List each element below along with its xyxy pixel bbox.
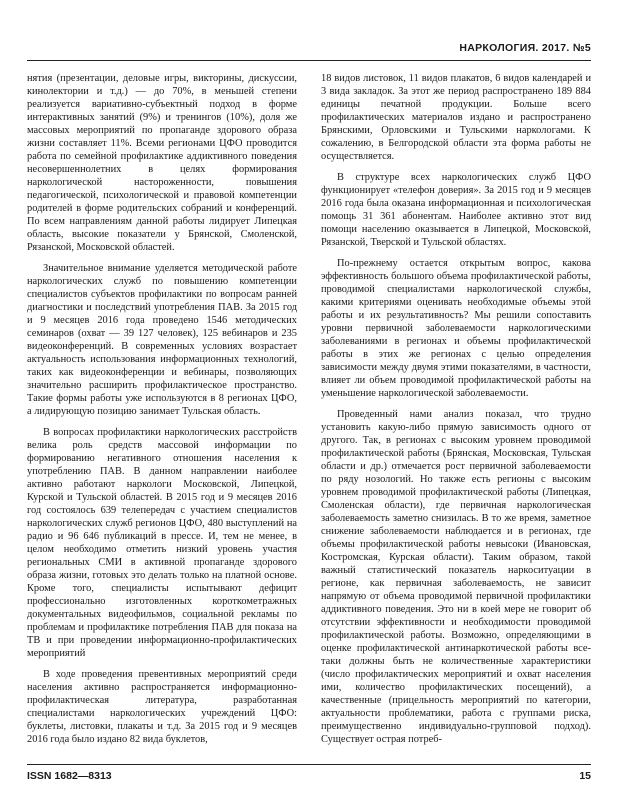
paragraph: В структуре всех наркологических служб ЦФО функционирует «телефон доверия». За 2015 год и 9 месяцев 2016 года была оказана информационная и психологическая помощь 31 361 абонентам. Наиболее активно этот вид помощи населению оказывается в Липецкой, Московской, Рязанской, Тверской и Тульской областях. [321, 172, 591, 248]
right-column [321, 72, 591, 754]
paragraph: Проведенный нами анализ показал, что трудно установить какую-либо прямую зависимость одного от другого. Так, в регионах с высоким уровнем проводимой профилактической работы (Брянская, Московская, Тульская области и др.) отмечается рост первичной заболеваемости по ряду нозологий. Но также есть регионы с высоким уровнем проводимой профилактической работы (Липецкая, Смоленская области), где первичная наркологическая заболеваемость заметно снизилась. В то же время, заметное снижение заболеваемости наблюдается и в регионах, где объемы профилактической работы невысоки (Ивановская, Костромская, Курская области). Таким образом, такой важный статистический показатель наркоситуации в регионе, как первичная заболеваемость, не зависит напрямую от объема проводимой первичной профилактики аддиктивного поведения. Это ни в коей мере не говорит об отсутствии эффективности и необходимости проводимой профилактической работы. Возможно, определяющими в оценке профилактической антинаркотической работы все-таки должны быть не количественные характеристики (число профилактических мероприятий и охват населения ими, количество профилактических посещений), а качественные (прицельность мероприятий по категории, актуальности проблематики, работа с группами риска, преимущественно индивидуально-групповой подход). Существует острая потреб- [321, 409, 591, 745]
paragraph: В ходе проведения превентивных мероприятий среди населения активно распространяется информационно-профилактическая литература, разработанная специалистами наркологических учреждений ЦФО: буклеты, листовки, плакаты и т.д. За 2015 год и 9 месяцев 2016 года было издано 82 вида буклетов, [27, 669, 297, 745]
journal-title: НАРКОЛОГИЯ. 2017. №5 [459, 42, 591, 54]
paragraph: В вопросах профилактики наркологических расстройств велика роль средств массовой информации по формированию негативного отношения населения к употреблению ПАВ. В данном направлении наиболее активно работают наркологи Московской, Липецкой, Курской и Тульской областей. В 2015 год и 9 месяцев 2016 год состоялось 639 телепередач с участием специалистов наркологических служб регионов ЦФО, 480 выступлений на радио и 96 646 публикаций в прессе. И, тем не менее, в целом необходимо отметить низкий уровень участия региональных СМИ в активной пропаганде здорового образа жизни, готовых это делать только на платной основе. Кроме того, специалисты испытывают дефицит профессионально изготовленных короткометражных документальных видеофильмов, социальной рекламы по проблемам и профилактике потребления ПАВ для показа на ТВ и при проведении информационно-профилактических мероприятий [27, 427, 297, 659]
left-column [27, 72, 297, 754]
paragraph: По-прежнему остается открытым вопрос, какова эффективность большого объема профилактической работы, проводимой специалистами наркологической службы, какими критериями оценивать необходимые объемы этой работы и их результативность? Мы решили сопоставить уровни первичной заболеваемости наркологическими заболеваниями в регионах и объемы профилактической работы в этих же регионах с целью определения зависимости между двумя этими показателями, в частности, влияет ли объем проводимой профилактической работы на уменьшение наркологической заболеваемости. [321, 258, 591, 399]
paragraph: 18 видов листовок, 11 видов плакатов, 6 видов календарей и 3 вида закладок. За этот же период распространено 189 884 единицы печатной продукции. Больше всего профилактических материалов издано и распространено Брянскими, Орловскими и Тульскими наркологами. К сожалению, в Белгородской области эта форма работы не осуществляется. [321, 73, 591, 162]
page-number: 15 [579, 770, 591, 782]
page-footer [27, 764, 591, 783]
paragraph: нятия (презентации, деловые игры, викторины, дискуссии, кинолектории и т.д.) — до 70%, в меньшей степени реализуется вариативно-субъектный подход в форме интерактивных занятий (9%) и тренингов (10%), доля же массовых мероприятий по пропаганде здорового образа жизни составляет 11%. Всеми регионами ЦФО проводится работа по семейной профилактике аддиктивного поведения несовершеннолетних в целях формирования наркологической настороженности, повышения педагогической, психологической и правовой компетенции родителей в форме родительских собраний и конференций. По всем направлениям данной работы лидирует Липецкая область, высокие показатели у Брянской, Смоленской, Рязанской, Московской областей. [27, 73, 297, 253]
issn: ISSN 1682—8313 [27, 770, 112, 782]
running-header [27, 40, 591, 61]
paragraph: Значительное внимание уделяется методической работе наркологических служб по повышению компетенции специалистов субъектов профилактики по вопросам ранней диагностики и последствий употребления ПАВ. За 2015 год и 9 месяцев 2016 года проведено 1546 методических семинаров (охват — 39 127 человек), 125 вебинаров и 235 видеоконференций. В современных условиях возрастает актуальность использования информационных технологий, таких как видеоконференции и вебинары, позволяющих значительно расширить профилактическое пространство. Такие формы работы уже используются в 8 регионах ЦФО, а лидирующую позицию занимает Тульская область. [27, 263, 297, 417]
